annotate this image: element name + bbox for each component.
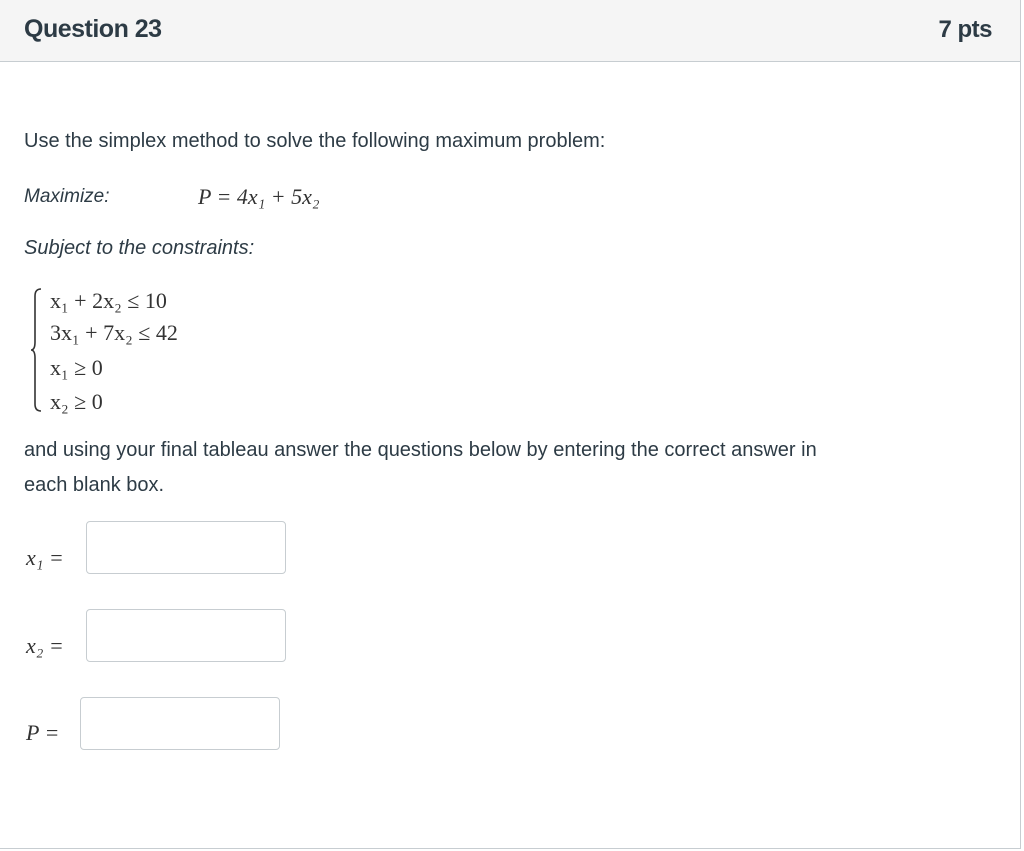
maximize-label: Maximize: [24,186,110,207]
question-title: Question 23 [24,15,162,43]
objective-function: P = 4x₁ + 5x₂ [198,184,320,209]
instructions-line-1: and using your final tableau answer the questions below by entering the correct answer in [24,439,817,461]
brace-icon [30,288,42,412]
constraint-3: x₁ ≥ 0 [50,355,103,380]
intro-text: Use the simplex method to solve the following maximum problem: [24,130,606,152]
x1-label: x₁ = [26,545,64,570]
subject-label: Subject to the constraints: [24,237,255,259]
question-points: 7 pts [938,16,992,43]
p-answer-input[interactable] [80,697,280,750]
constraint-1: x₁ + 2x₂ ≤ 10 [50,288,167,313]
x1-answer-input[interactable] [86,521,286,574]
constraint-2: 3x₁ + 7x₂ ≤ 42 [50,320,178,345]
x2-answer-input[interactable] [86,609,286,662]
constraint-4: x₂ ≥ 0 [50,389,103,414]
p-label: P = [26,720,60,745]
instructions-line-2: each blank box. [24,474,165,496]
question-header [0,0,1020,62]
x2-label: x₂ = [26,633,64,658]
